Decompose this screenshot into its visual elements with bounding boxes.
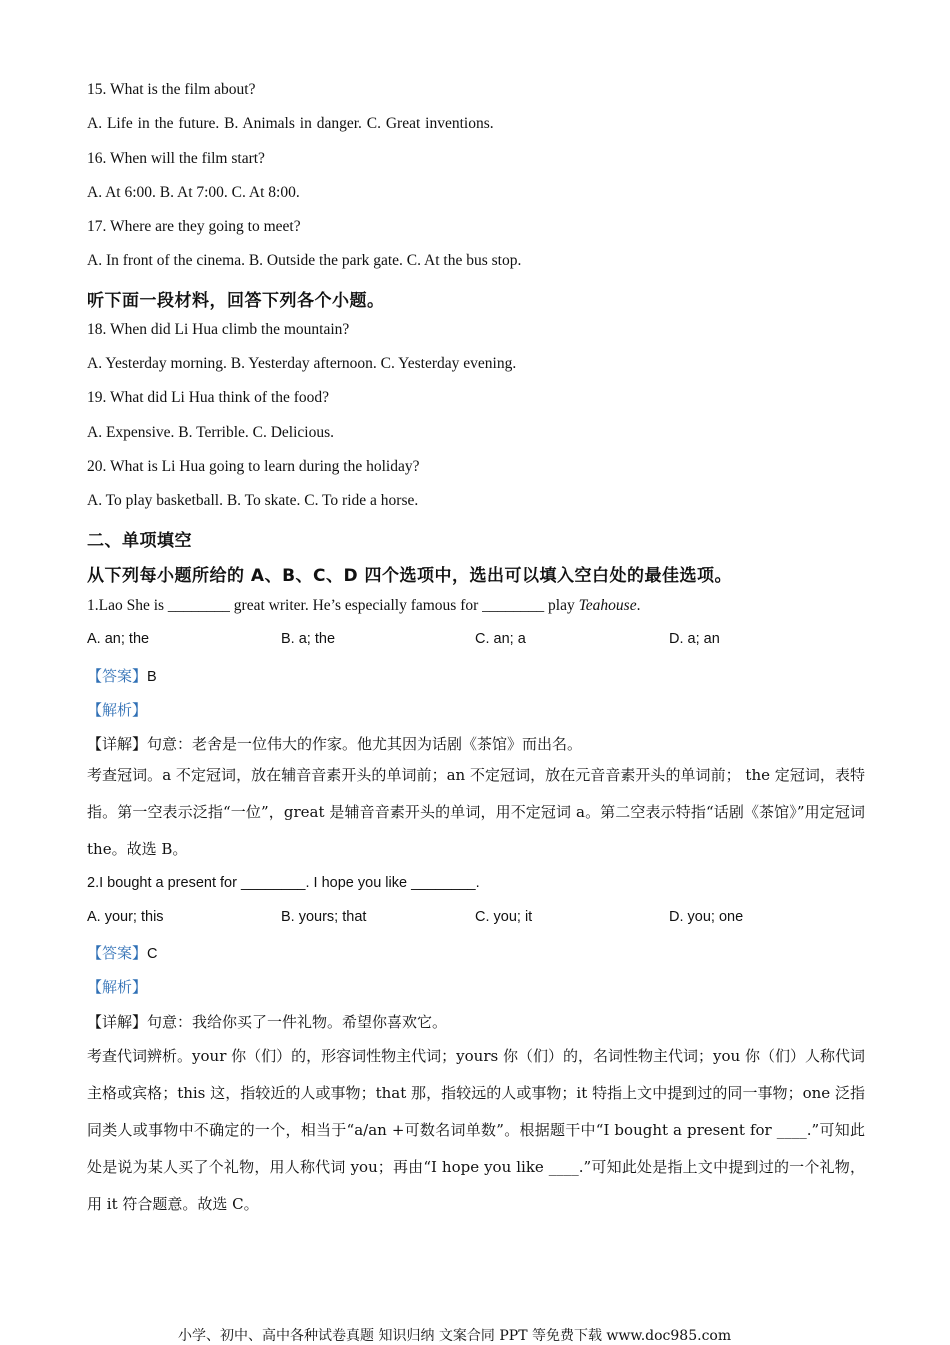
- question-15-options: A. Life in the future. B. Animals in danger. C. Great inventions.: [87, 115, 494, 132]
- q2-stem: 2.I bought a present for ________. I hope you like ________.: [87, 875, 480, 891]
- section-instruction: 从下列每小题所给的 A、B、C、D 四个选项中，选出可以填入空白处的最佳选项。: [87, 566, 733, 586]
- section-title: 二、单项填空: [87, 531, 192, 551]
- listening-instruction: 听下面一段材料，回答下列各个小题。: [87, 291, 385, 311]
- q1-option-b: B. a; the: [281, 631, 336, 647]
- q1-options: [87, 631, 867, 651]
- question-19: 19. What did Li Hua think of the food?: [87, 389, 330, 406]
- q2-option-b: B. yours; that: [281, 909, 367, 925]
- q1-option-d: D. a; an: [669, 631, 720, 647]
- q2-options: [87, 909, 867, 929]
- q2-answer-label: 【答案】: [87, 944, 148, 962]
- q1-detail: [87, 733, 582, 754]
- page-footer: 小学、初中、高中各种试卷真题 知识归纳 文案合同 PPT 等免费下载 www.doc985.com: [178, 1328, 732, 1344]
- q1-answer-label: 【答案】: [87, 667, 148, 685]
- q1-option-c: C. an; a: [475, 631, 526, 647]
- q2-option-c: C. you; it: [475, 909, 533, 925]
- question-15: 15. What is the film about?: [87, 81, 256, 98]
- q2-detail-label: 【详解】: [87, 1013, 148, 1031]
- q1-stem: [87, 597, 640, 615]
- q1-detail-text: 句意：老舍是一位伟大的作家。他尤其因为话剧《茶馆》而出名。: [147, 735, 583, 753]
- q1-stem-suffix: .: [636, 597, 641, 614]
- q2-analysis-label: 【解析】: [87, 978, 148, 996]
- q2-answer: [87, 942, 158, 963]
- question-17: 17. Where are they going to meet?: [87, 218, 301, 235]
- q1-stem-title: Teahouse: [578, 597, 637, 614]
- q2-explanation: 考查代词辨析。your 你（们）的，形容词性物主代词；yours 你（们）的，名词性物主代词；you 你（们）人称代词主格或宾格；this 这，指较近的人或事物；that 那，指较远的人或事物；it 特指上文中提到过的同一事物；one 泛指同类人或事物中不确定的一个，相当于“a/an +可数名词单数”。根据题干中“I bought a present for ____.”可知此处是说为某人买了个礼物，用人称代词 you；再由“I hope you like ____.”可知此处是指上文中提到过的一个礼物，用 it 符合题意。故选 C。: [87, 1047, 865, 1213]
- q2-detail-text: 句意：我给你买了一件礼物。希望你喜欢它。: [147, 1013, 448, 1031]
- question-19-options: A. Expensive. B. Terrible. C. Delicious.: [87, 424, 335, 441]
- q1-stem-prefix: 1.Lao She is ________ great writer. He’s especially famous for ________ play: [87, 597, 579, 614]
- question-18-options: A. Yesterday morning. B. Yesterday afternoon. C. Yesterday evening.: [87, 355, 517, 372]
- q1-explanation: 考查冠词。a 不定冠词，放在辅音音素开头的单词前；an 不定冠词，放在元音音素开头的单词前； the 定冠词，表特指。第一空表示泛指“一位”，great 是辅音音素开头的单词，用不定冠词 a。第二空表示特指“话剧《茶馆》”用定冠词 the。故选 B。: [87, 766, 865, 858]
- question-20: 20. What is Li Hua going to learn during the holiday?: [87, 458, 420, 475]
- q1-answer: [87, 665, 157, 686]
- q2-detail: [87, 1011, 447, 1032]
- question-18: 18. When did Li Hua climb the mountain?: [87, 321, 350, 338]
- q1-detail-label: 【详解】: [87, 735, 148, 753]
- question-16-options: A. At 6:00. B. At 7:00. C. At 8:00.: [87, 184, 300, 201]
- q2-answer-value: C: [147, 946, 158, 962]
- q1-analysis-label: 【解析】: [87, 701, 148, 719]
- q2-option-d: D. you; one: [669, 909, 744, 925]
- question-16: 16. When will the film start?: [87, 150, 265, 167]
- q2-option-a: A. your; this: [87, 909, 164, 925]
- question-17-options: A. In front of the cinema. B. Outside the park gate. C. At the bus stop.: [87, 252, 522, 269]
- q1-option-a: A. an; the: [87, 631, 150, 647]
- q1-answer-value: B: [147, 669, 157, 685]
- question-20-options: A. To play basketball. B. To skate. C. To ride a horse.: [87, 492, 419, 509]
